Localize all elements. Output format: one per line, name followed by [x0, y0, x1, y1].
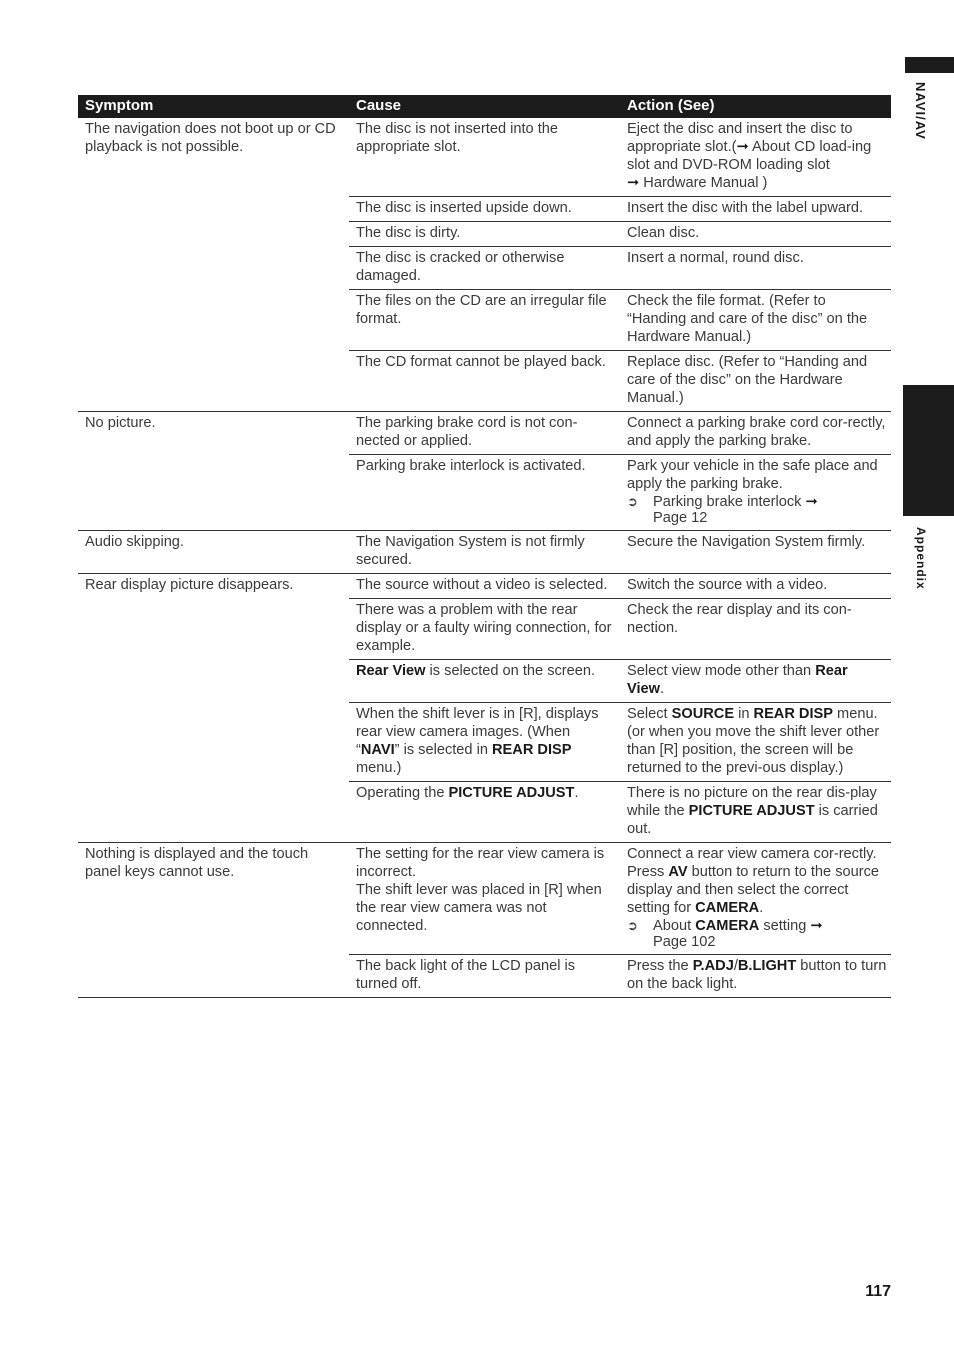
table-row — [349, 782, 891, 842]
action-cell — [620, 955, 891, 997]
action-text: Press the — [627, 958, 693, 974]
action-text: Connect a rear view camera cor-rectly. — [627, 846, 877, 862]
action-cell: Check the rear display and its con-nection. — [627, 602, 852, 636]
action-cell: Insert a normal, round disc. — [627, 250, 804, 266]
bold-term: AV — [668, 864, 688, 880]
cause-cell: The Navigation System is not firmly secured. — [356, 534, 585, 568]
page-number: 117 — [865, 1283, 891, 1300]
section-label-appendix: Appendix — [914, 527, 928, 590]
arrow-right-icon: ➞ — [810, 918, 823, 934]
symptom-group — [78, 574, 891, 843]
cause-cell — [349, 703, 620, 781]
cause-cell: The disc is cracked or otherwise damaged. — [356, 250, 565, 284]
action-cell — [620, 660, 891, 702]
action-text: . — [759, 900, 764, 916]
bold-term: P.ADJ — [692, 958, 734, 974]
action-cell — [620, 118, 891, 196]
action-text: . — [660, 681, 665, 697]
cause-text: is selected on the screen. — [425, 663, 596, 679]
symptom-group — [78, 531, 891, 574]
header-action: Action (See) — [627, 97, 715, 114]
action-text: / — [733, 958, 738, 974]
section-tab-marker — [905, 57, 954, 73]
cause-cell: The parking brake cord is not con-nected or applied. — [356, 415, 578, 449]
action-text: button to return to the source display and then select the correct setting for — [627, 864, 880, 916]
action-cell: Connect a parking brake cord cor-rectly, and apply the parking brake. — [627, 415, 886, 449]
table-row — [349, 197, 891, 222]
cause-cell — [349, 660, 620, 702]
table-header — [78, 95, 891, 118]
action-cell — [620, 703, 891, 781]
cause-cell: The back light of the LCD panel is turned off. — [356, 958, 576, 992]
action-cell: Replace disc. (Refer to “Handing and care of the disc” on the Hardware Manual.) — [627, 354, 868, 406]
symptom-group — [78, 843, 891, 998]
arrow-right-icon: ➞ — [805, 494, 818, 510]
arrow-right-icon: ➞ — [627, 175, 640, 191]
cause-cell: The CD format cannot be played back. — [356, 354, 606, 370]
bold-term: B.LIGHT — [737, 958, 797, 974]
action-cell — [620, 782, 891, 842]
symptom-cell: Rear display picture disappears. — [85, 577, 294, 593]
action-text: Park your vehicle in the safe place and apply the parking brake. — [627, 458, 878, 492]
symptom-cell: Audio skipping. — [85, 534, 184, 550]
table-row — [349, 247, 891, 290]
action-text: Eject the disc and insert the disc to appropriate slot.( — [627, 121, 853, 155]
arrow-right-icon: ➞ — [736, 139, 749, 155]
table-row — [349, 843, 891, 955]
bold-term: PICTURE ADJUST — [688, 803, 815, 819]
symptom-group — [78, 118, 891, 412]
cause-cell: The source without a video is selected. — [356, 577, 608, 593]
bold-term: SOURCE — [671, 706, 735, 722]
action-text: There is no picture on the rear dis-play while the — [627, 785, 877, 819]
cause-text: Operating the — [356, 785, 449, 801]
page-reference — [627, 494, 887, 526]
bold-term: PICTURE ADJUST — [448, 785, 575, 801]
cause-text: ” is selected in — [394, 742, 493, 758]
action-cell: Clean disc. — [627, 225, 700, 241]
symptom-group — [78, 412, 891, 531]
table-row — [349, 531, 891, 573]
cause-cell: Parking brake interlock is activated. — [356, 458, 586, 474]
action-text: menu.(or when you move the shift lever other than [R] position, the screen will be returned to the previ-ous display.) — [627, 706, 880, 776]
table-row — [349, 351, 891, 411]
cause-cell: The files on the CD are an irregular file format. — [356, 293, 607, 327]
header-symptom: Symptom — [85, 97, 154, 114]
troubleshooting-table — [78, 95, 891, 998]
cause-text: The setting for the rear view camera is incorrect. — [356, 846, 605, 880]
reference-text: setting — [759, 918, 811, 934]
action-cell: Insert the disc with the label upward. — [627, 200, 864, 216]
cause-cell: The disc is not inserted into the appropriate slot. — [356, 121, 558, 155]
action-text: button to turn on the back light. — [627, 958, 887, 992]
cause-cell: The disc is dirty. — [356, 225, 461, 241]
cause-cell: There was a problem with the rear display or a faulty wiring connection, for example. — [356, 602, 612, 654]
cause-cell — [349, 843, 620, 954]
reference-page: Page 12 — [653, 510, 708, 526]
action-text: is carried out. — [627, 803, 878, 837]
reference-text: Parking brake interlock — [653, 494, 802, 510]
cause-cell — [349, 782, 620, 842]
table-row — [349, 118, 891, 197]
reference-icon: ➲ — [627, 918, 638, 933]
reference-text: About — [653, 918, 696, 934]
table-row — [349, 599, 891, 660]
action-text: Select view mode other than — [627, 663, 816, 679]
bold-term: CAMERA — [695, 900, 760, 916]
section-tab-appendix-marker — [903, 385, 954, 516]
action-text: Select — [627, 706, 672, 722]
header-cause: Cause — [356, 97, 402, 114]
cause-text: menu.) — [356, 760, 402, 776]
table-row — [349, 660, 891, 703]
reference-icon: ➲ — [627, 494, 638, 509]
symptom-cell: Nothing is displayed and the touch panel keys cannot use. — [85, 846, 309, 880]
table-row — [349, 222, 891, 247]
table-row — [349, 290, 891, 351]
symptom-cell: The navigation does not boot up or CD playback is not possible. — [85, 121, 336, 155]
action-text: Press — [627, 864, 669, 880]
action-cell — [620, 455, 891, 530]
action-text: Hardware Manual ) — [639, 175, 768, 191]
bold-term: REAR DISP — [492, 742, 572, 758]
table-row — [349, 703, 891, 782]
table-row — [349, 574, 891, 599]
cause-cell: The disc is inserted upside down. — [356, 200, 572, 216]
table-row — [349, 955, 891, 997]
action-cell: Secure the Navigation System firmly. — [627, 534, 866, 550]
cause-text: The shift lever was placed in [R] when the rear view camera was not connected. — [356, 882, 602, 934]
bold-term: Rear View — [627, 663, 848, 697]
cause-text: When the shift lever is in [R], displays rear view camera images. (When “ — [356, 706, 599, 758]
reference-page: Page 102 — [653, 934, 716, 950]
action-cell — [620, 843, 891, 954]
bold-term: REAR DISP — [753, 706, 833, 722]
bold-term: Rear View — [356, 663, 426, 679]
table-row — [349, 412, 891, 455]
section-label-navi-av: NAVI/AV — [913, 82, 928, 140]
bold-term: NAVI — [360, 742, 395, 758]
bold-term: CAMERA — [695, 918, 760, 934]
action-text: About CD load-ing slot and DVD-ROM loading slot — [627, 139, 872, 173]
symptom-cell: No picture. — [85, 415, 156, 431]
page-reference — [627, 918, 887, 950]
table-row — [349, 455, 891, 530]
action-cell: Check the file format. (Refer to “Handing and care of the disc” on the Hardware Manual.) — [627, 293, 868, 345]
cause-text: . — [574, 785, 579, 801]
action-cell: Switch the source with a video. — [627, 577, 828, 593]
action-text: in — [734, 706, 754, 722]
